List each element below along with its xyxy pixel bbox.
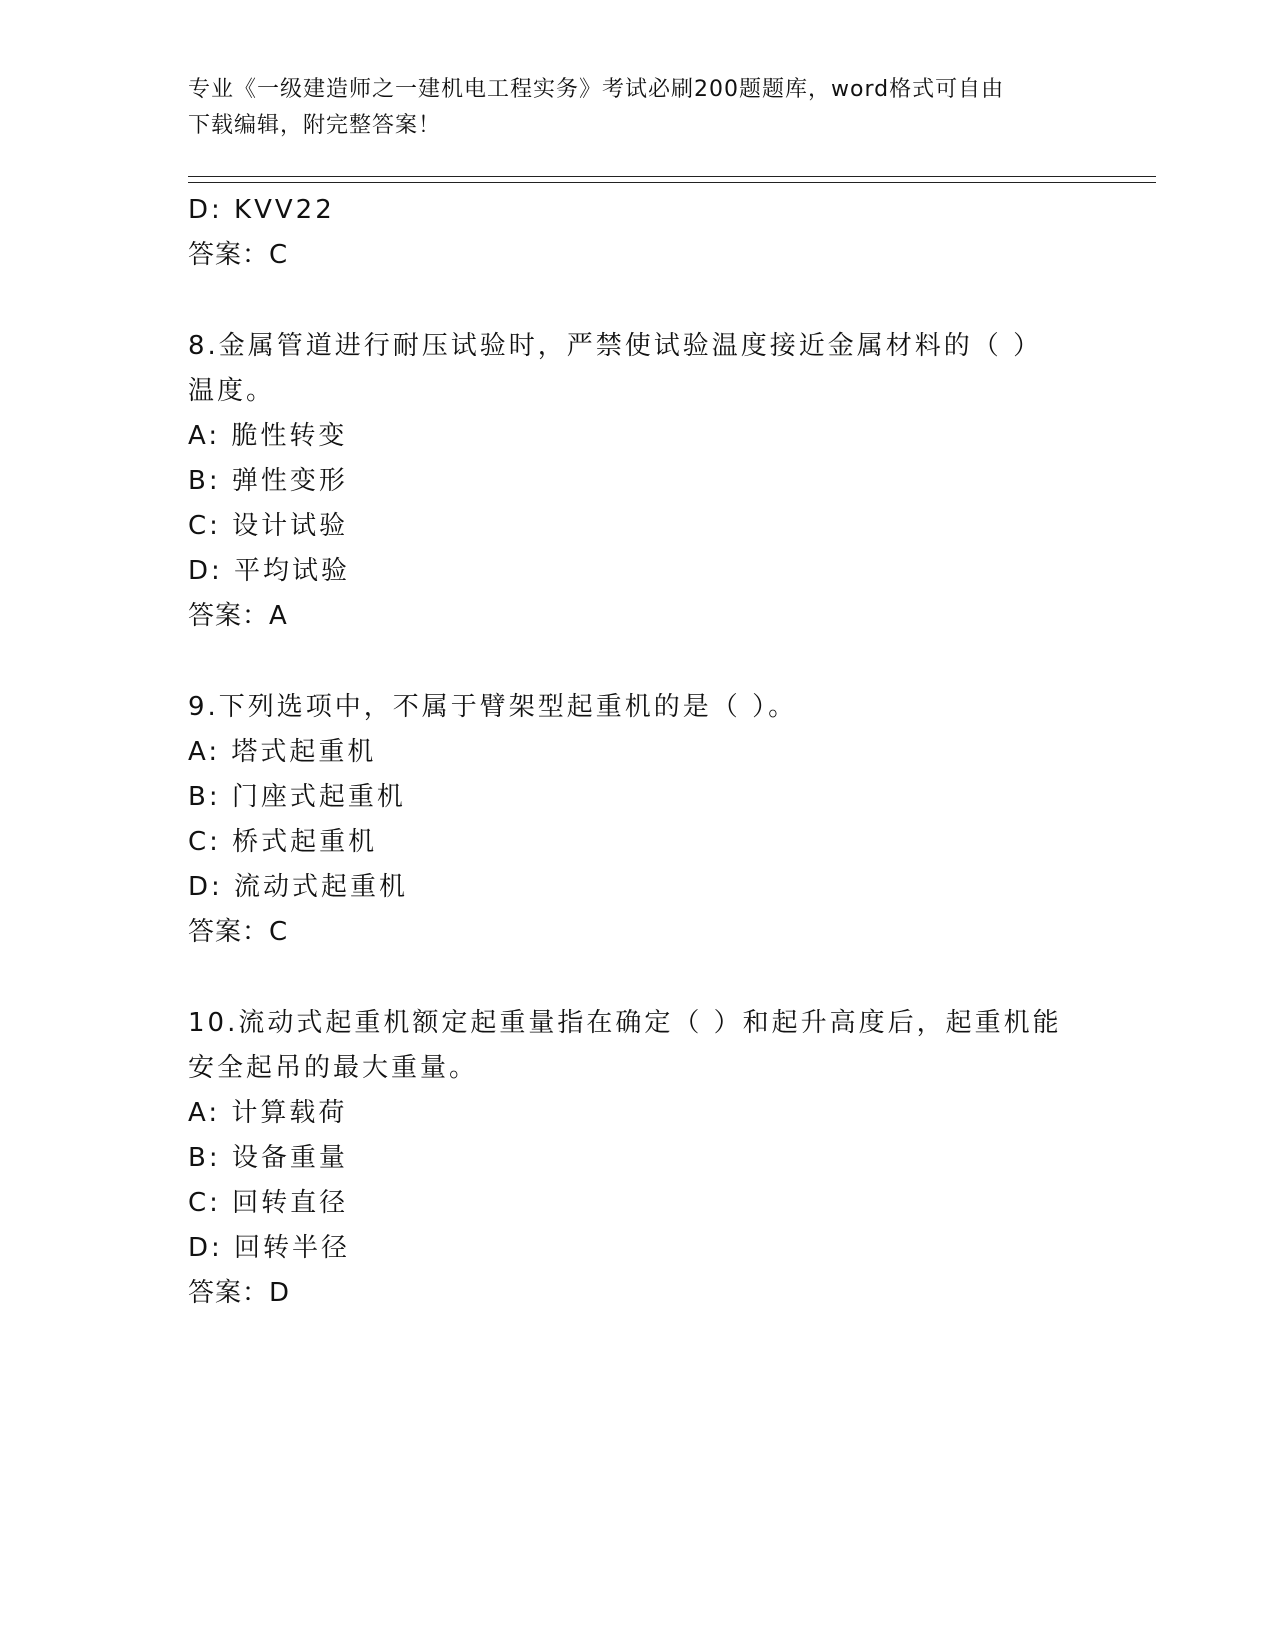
option-d: D: KVV22 (188, 195, 335, 225)
question-stem-continued: 安全起吊的最大重量。 (188, 1053, 479, 1083)
question-stem: 8.金属管道进行耐压试验时，严禁使试验温度接近金属材料的（ ） (188, 331, 1043, 361)
option-a: A: 塔式起重机 (188, 737, 377, 767)
page-header (188, 72, 1088, 144)
option-b: B: 设备重量 (188, 1143, 348, 1173)
option-c: C: 回转直径 (188, 1188, 349, 1218)
option-d: D: 回转半径 (188, 1233, 351, 1263)
question-stem: 10.流动式起重机额定起重量指在确定（ ）和起升高度后，起重机能 (188, 1008, 1062, 1038)
question-list (188, 188, 1088, 1316)
answer-line: 答案：C (188, 240, 289, 270)
option-a: A: 脆性转变 (188, 421, 348, 451)
question-9 (188, 685, 1088, 955)
option-d: D: 平均试验 (188, 556, 351, 586)
header-line-2: 下载编辑，附完整答案！ (188, 113, 442, 138)
answer-line: 答案：D (188, 1278, 291, 1308)
previous-question-tail (188, 188, 1088, 278)
answer-line: 答案：A (188, 601, 288, 631)
answer-line: 答案：C (188, 917, 289, 947)
option-c: C: 桥式起重机 (188, 827, 378, 857)
question-stem-continued: 温度。 (188, 376, 276, 406)
question-8 (188, 324, 1088, 639)
header-divider (188, 176, 1156, 183)
option-b: B: 门座式起重机 (188, 782, 406, 812)
option-a: A: 计算载荷 (188, 1098, 348, 1128)
option-c: C: 设计试验 (188, 511, 349, 541)
question-10 (188, 1001, 1088, 1316)
header-line-1: 专业《一级建造师之一建机电工程实务》考试必刷200题题库，word格式可自由 (188, 77, 1005, 102)
question-stem: 9.下列选项中，不属于臂架型起重机的是（ ）。 (188, 692, 798, 722)
option-b: B: 弹性变形 (188, 466, 348, 496)
option-d: D: 流动式起重机 (188, 872, 409, 902)
